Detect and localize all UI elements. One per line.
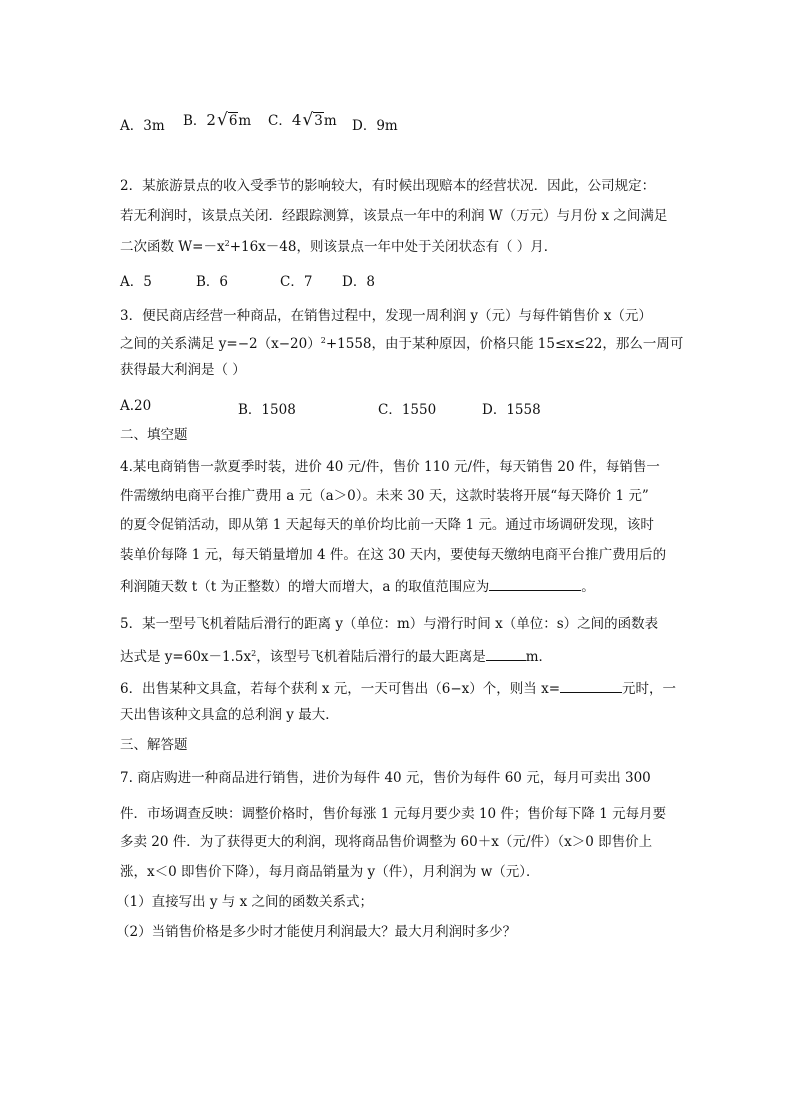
section-heading-fill-in: 二、填空题 bbox=[120, 427, 188, 443]
q7-line-1: 7. 商店购进一种商品进行销售，进价为每件 40 元，售价为每件 60 元，每月可卖出 300 bbox=[120, 770, 651, 786]
q4-line-5-a: 利润随天数 t（t 为正整数）的增大而增大，a 的取值范围应为 bbox=[120, 579, 490, 595]
q4-answer-blank[interactable] bbox=[489, 578, 581, 591]
q2-line-2: 若无利润时，该景点关闭．经跟踪测算，该景点一年中的利润 W（万元）与月份 x 之间满足 bbox=[120, 208, 668, 224]
q1-option-c-coef: 4 bbox=[291, 111, 302, 129]
q4-line-2: 件需缴纳电商平台推广费用 a 元（a＞0）。未来 30 天，这款时装将开展“每天降价 1 元” bbox=[120, 488, 649, 504]
q3-line-2-b: +1558，由于某种原因，价格只能 15≤x≤22，那么一周可 bbox=[325, 336, 684, 352]
q2-exponent: 2 bbox=[224, 239, 230, 248]
q5-line-2-c: m． bbox=[525, 649, 553, 665]
q3-exponent: 2 bbox=[320, 336, 326, 345]
q1-option-b bbox=[183, 109, 251, 130]
q1-option-c-unit: m bbox=[323, 113, 337, 129]
q5-line-2 bbox=[120, 648, 552, 665]
q4-line-5-b: 。 bbox=[581, 579, 595, 595]
q7-line-3: 多卖 20 件．为了获得更大的利润，现将商品售价调整为 60＋x（元/件）（x＞0 即售价上 bbox=[120, 834, 653, 850]
q3-line-1: 3．便民商店经营一种商品，在销售过程中，发现一周利润 y（元）与每件销售价 x（元） bbox=[120, 308, 652, 324]
q4-line-5 bbox=[120, 578, 595, 595]
q6-answer-blank[interactable] bbox=[560, 680, 622, 693]
q7-sub-question-1: （1）直接写出 y 与 x 之间的函数关系式； bbox=[116, 894, 373, 910]
q3-option-c: C．1550 bbox=[378, 402, 437, 418]
q1-option-a: A．3m bbox=[120, 118, 165, 134]
q7-line-2: 件．市场调查反映：调整价格时，售价每涨 1 元每月要少卖 10 件；售价每下降 1 元每月要 bbox=[120, 806, 667, 822]
q3-option-b: B．1508 bbox=[238, 402, 296, 418]
q5-exponent: 2 bbox=[251, 649, 257, 658]
q6-line-2: 天出售该种文具盒的总利润 y 最大． bbox=[120, 707, 339, 723]
q2-line-3-a: 二次函数 W=－x bbox=[120, 239, 225, 255]
q2-option-d: D．8 bbox=[342, 274, 375, 290]
q7-sub-question-2: （2）当销售价格是多少时才能使月利润最大？最大月利润时多少？ bbox=[116, 924, 517, 940]
q5-line-1: 5．某一型号飞机着陆后滑行的距离 y（单位：m）与滑行时间 x（单位：s）之间的函数表 bbox=[120, 616, 659, 632]
q5-line-2-b: ，该型号飞机着陆后滑行的最大距离是 bbox=[256, 649, 486, 665]
q1-option-b-radicand: 6 bbox=[228, 113, 238, 129]
q3-option-d: D．1558 bbox=[482, 402, 541, 418]
q1-option-c-radicand: 3 bbox=[314, 113, 323, 129]
q1-option-c bbox=[268, 109, 337, 130]
q2-option-c: C．7 bbox=[280, 274, 313, 290]
q4-line-3: 的夏令促销活动，即从第 1 天起每天的单价均比前一天降 1 元。通过市场调研发现，该时 bbox=[120, 517, 654, 533]
q1-option-d: D．9m bbox=[352, 118, 398, 134]
q1-option-b-coef: 2 bbox=[206, 111, 216, 129]
q1-option-c-label: C． bbox=[268, 113, 292, 129]
q2-option-b: B．6 bbox=[196, 274, 229, 290]
q3-option-a: A.20 bbox=[120, 398, 152, 414]
q3-line-3: 获得最大利润是（ ） bbox=[120, 362, 246, 378]
q1-option-b-label: B． bbox=[183, 113, 207, 129]
q7-line-4: 涨，x＜0 即售价下降），每月商品销量为 y（件），月利润为 w（元）． bbox=[120, 864, 540, 880]
q2-line-1: 2．某旅游景点的收入受季节的影响较大，有时候出现赔本的经营状况．因此，公司规定： bbox=[120, 178, 656, 194]
q2-line-3 bbox=[120, 240, 557, 255]
q3-line-2-a: 之间的关系满足 y=−2（x−20） bbox=[120, 336, 321, 352]
q5-answer-blank[interactable] bbox=[486, 648, 526, 661]
q1-option-b-unit: m bbox=[238, 113, 252, 129]
q1-option-c-radical: √3 bbox=[302, 110, 323, 130]
section-heading-solve: 三、解答题 bbox=[120, 737, 188, 753]
q1-option-b-radical: √6 bbox=[216, 110, 238, 130]
q3-line-2 bbox=[120, 337, 683, 352]
q6-line-1-b: 元时，一 bbox=[622, 681, 677, 697]
q4-line-4: 装单价每降 1 元，每天销量增加 4 件。在这 30 天内，要使每天缴纳电商平台推广费用后的 bbox=[120, 547, 667, 563]
q4-line-1: 4.某电商销售一款夏季时装，进价 40 元/件，售价 110 元/件，每天销售 20 件，每销售一 bbox=[120, 459, 660, 475]
q6-line-1 bbox=[120, 680, 676, 697]
q2-line-3-b: +16x－48，则该景点一年中处于关闭状态有（ ）月． bbox=[229, 239, 558, 255]
q6-line-1-a: 6．出售某种文具盒，若每个获利 x 元，一天可售出（6−x）个，则当 x= bbox=[120, 681, 561, 697]
q5-line-2-a: 达式是 y=60x－1.5x bbox=[120, 649, 252, 665]
q2-option-a: A．5 bbox=[120, 274, 152, 290]
